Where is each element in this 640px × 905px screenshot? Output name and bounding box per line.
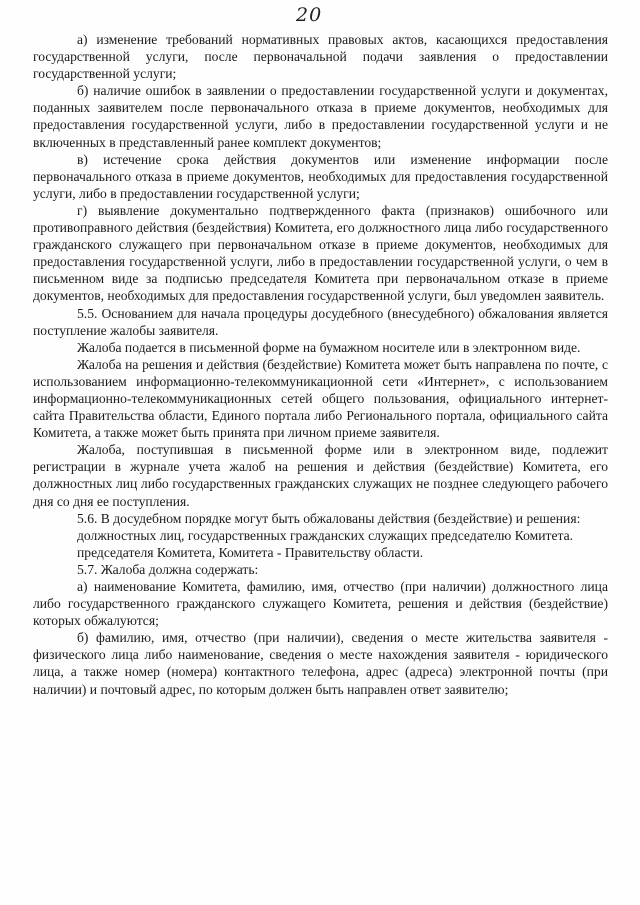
paragraph-subitem-b-applicant-info: б) фамилию, имя, отчество (при наличии), сведения о месте жительства заявителя - физического лица либо наименование, сведения о месте нахождения заявителя - юридического лица, а также номер (номера) контактного телефона, адрес (адреса) электронной почты (при наличии) и почтовый адрес, по которым должен быть направлен ответ заявителю; (33, 630, 608, 697)
paragraph-chairman: председателя Комитета, Комитета - Правительству области. (77, 544, 424, 560)
page-number: 20 (296, 4, 323, 26)
document-body (33, 31, 608, 698)
paragraph-subitem-v-expiry: в) истечение срока действия документов или изменение информации после первоначального отказа в приеме документов, необходимых для предоставления государственной услуги, либо в предоставлении государственной услуги; (33, 151, 608, 201)
paragraph-complaint-channels: Жалоба на решения и действия (бездействие) Комитета может быть направлена по почте, с использованием информационно-телекоммуникационной сети «Интернет», с использованием информационно-телекоммуникационных сетей общего пользования, официального интернет-сайта Правительства области, Единого портала либо Регионального портала, официального сайта Комитета, а также может быть принята при личном приеме заявителя. (33, 356, 608, 441)
paragraph-5-5: 5.5. Основанием для начала процедуры досудебного (внесудебного) обжалования является поступление жалобы заявителя. (33, 305, 608, 338)
paragraph-officials: должностных лиц, государственных гражданских служащих председателю Комитета. (77, 527, 574, 543)
paragraph-subitem-a-name: а) наименование Комитета, фамилию, имя, отчество (при наличии) должностного лица либо государственного гражданского служащего Комитета, решения и действия (бездействие) которых обжалуются; (33, 579, 608, 629)
paragraph-complaint-form: Жалоба подается в письменной форме на бумажном носителе или в электронном виде. (77, 339, 581, 355)
paragraph-complaint-registration: Жалоба, поступившая в письменной форме или в электронном виде, подлежит регистрации в журнале учета жалоб на решения и действия (бездействие) Комитета, его должностных лиц либо государственных гражданских служащих не позднее следующего рабочего дня со дня ее поступления. (33, 442, 608, 509)
paragraph-subitem-b-errors: б) наличие ошибок в заявлении о предоставлении государственной услуги и документах, поданных заявителем после первоначального отказа в приеме документов, необходимых для предоставления государственной услуги, либо в предоставлении государственной услуги и не включенных в представленный ранее комплект документов; (33, 83, 608, 150)
paragraph-subitem-a-change-requirements: а) изменение требований нормативных правовых актов, касающихся предоставления государственной услуги, после первоначальной подачи заявления о предоставлении государственной услуги; (33, 32, 608, 82)
paragraph-5-6: 5.6. В досудебном порядке могут быть обжалованы действия (бездействие) и решения: (77, 510, 581, 526)
paragraph-subitem-g-wrongful-action: г) выявление документально подтвержденного факта (признаков) ошибочного или противоправного действия (бездействия) Комитета, его должностного лица либо государственного гражданского служащего при первоначальном отказе в приеме документов, необходимых для предоставления государственной услуги, либо в предоставлении государственной услуги, о чем в письменном виде за подписью председателя Комитета при первоначальном отказе в приеме документов, необходимых для предоставления государственной услуги, был уведомлен заявитель. (33, 202, 608, 304)
paragraph-5-7: 5.7. Жалоба должна содержать: (77, 561, 259, 577)
